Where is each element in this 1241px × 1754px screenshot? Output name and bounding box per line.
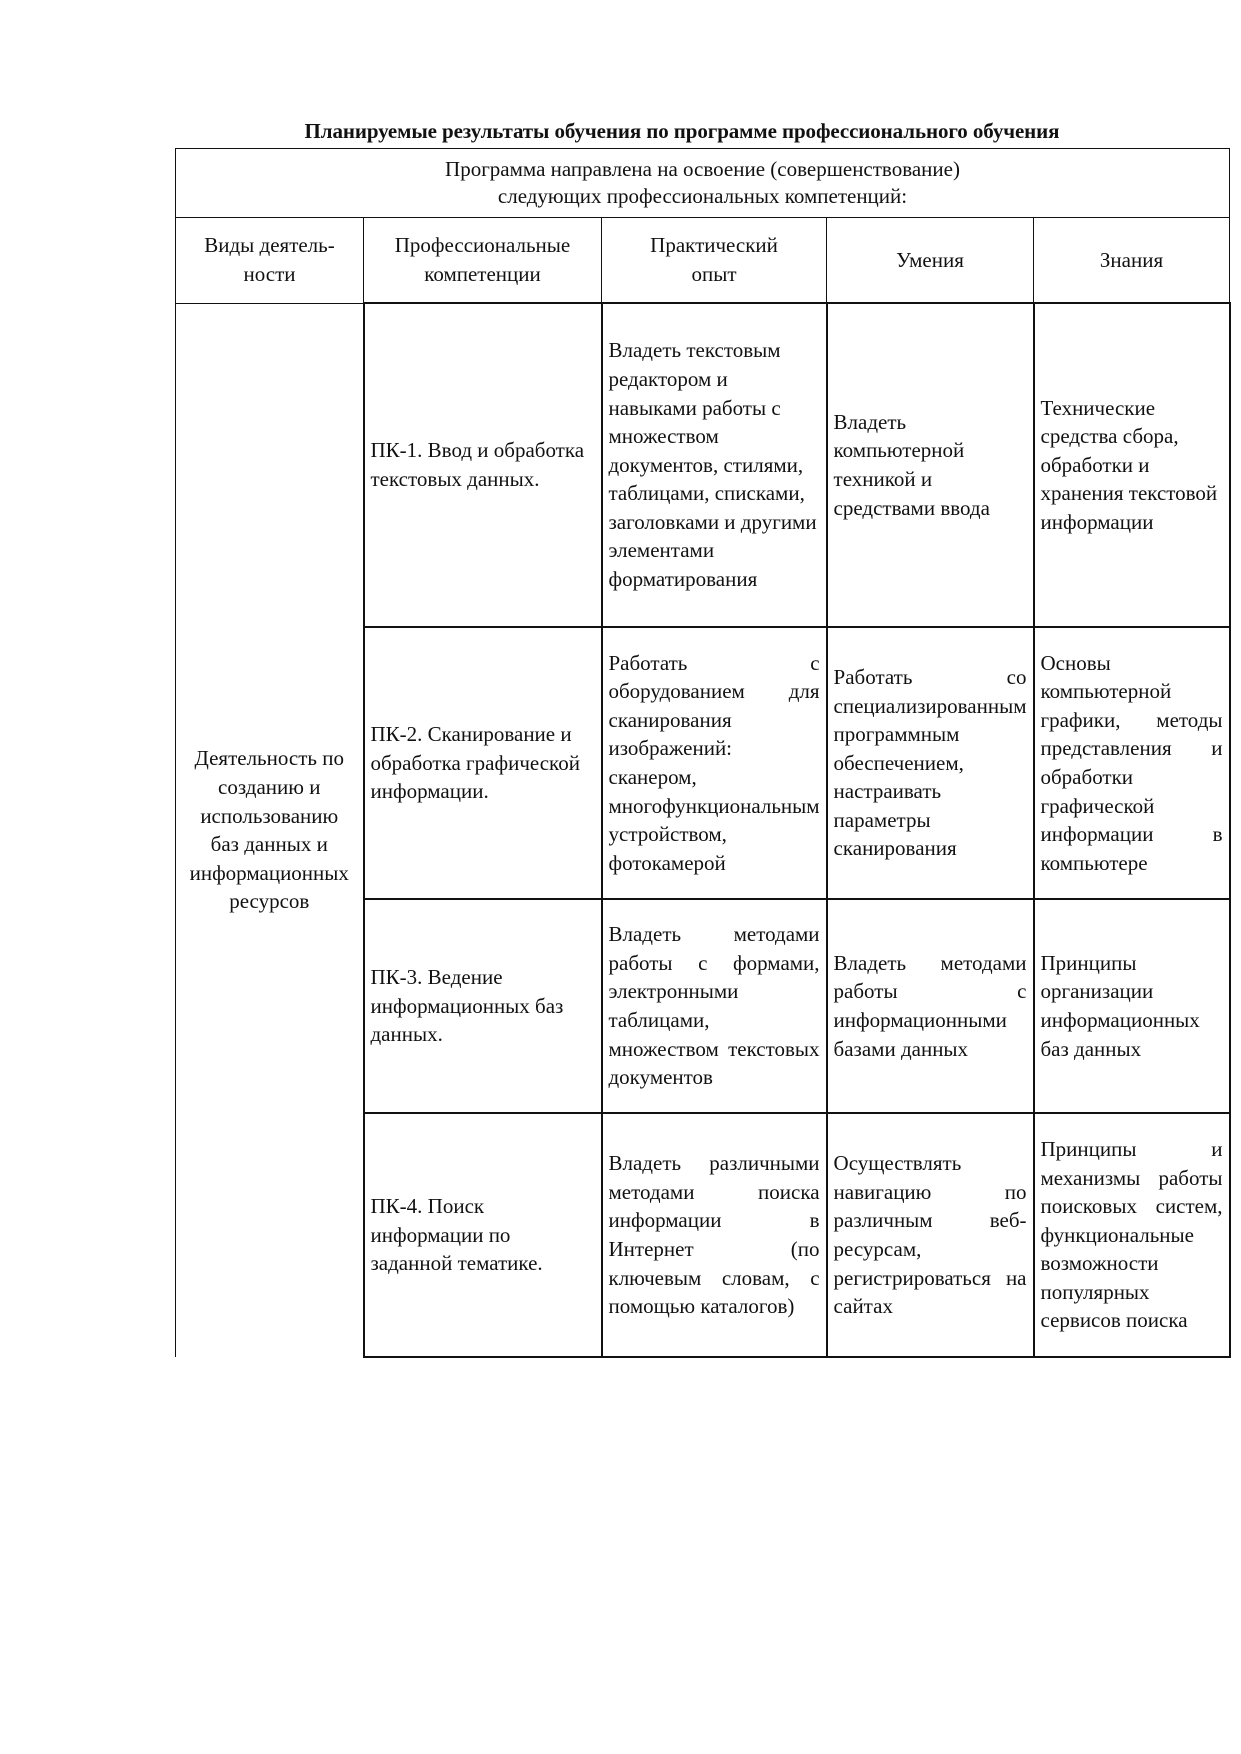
experience-text: Владеть методами работы с формами, электронными таблицами, множеством текстовых документов bbox=[608, 922, 820, 1090]
column-header-competencies-line-1: Профессиональные bbox=[394, 233, 571, 257]
column-header-activity-line-1: Виды деятель- bbox=[204, 233, 335, 258]
competence-text: ПК-3. Ведение информационных баз данных. bbox=[370, 965, 564, 1047]
skills-cell bbox=[827, 627, 1034, 899]
knowledge-cell bbox=[1034, 1113, 1230, 1357]
competence-text: ПК-1. Ввод и обработка текстовых данных. bbox=[370, 438, 585, 491]
competence-cell bbox=[364, 899, 602, 1113]
column-header-knowledge bbox=[1034, 218, 1230, 304]
competence-cell bbox=[364, 1113, 602, 1357]
column-header-experience-line-1: Практический bbox=[650, 233, 778, 257]
program-header-line-2: следующих профессиональных компетенций: bbox=[497, 184, 908, 208]
knowledge-cell bbox=[1034, 303, 1230, 627]
experience-cell bbox=[602, 627, 827, 899]
skills-text: Осуществлять навигацию по различным веб-ресурсам, регистрироваться на сайтах bbox=[833, 1151, 1027, 1319]
knowledge-cell bbox=[1034, 627, 1230, 899]
column-header-activity bbox=[176, 218, 364, 304]
skills-text: Работать со специализированным программным обеспечением, настраивать параметры сканирования bbox=[833, 664, 1027, 861]
competence-text: ПК-2. Сканирование и обработка графической информации. bbox=[370, 722, 580, 804]
column-header-row bbox=[176, 218, 1230, 304]
activity-type-cell bbox=[176, 303, 364, 1357]
skills-text: Владеть методами работы с информационными базами данных bbox=[833, 950, 1027, 1061]
column-header-knowledge-label: Знания bbox=[1099, 247, 1164, 272]
skills-cell bbox=[827, 899, 1034, 1113]
learning-outcomes-table bbox=[175, 148, 1231, 1358]
experience-text: Владеть различными методами поиска информации в Интернет (по ключевым словам, с помощью каталогов) bbox=[608, 1151, 820, 1319]
knowledge-text: Технические средства сбора, обработки и хранения текстовой информации bbox=[1040, 395, 1218, 534]
skills-cell bbox=[827, 1113, 1034, 1357]
column-header-experience bbox=[602, 218, 827, 304]
knowledge-cell bbox=[1034, 899, 1230, 1113]
experience-text: Владеть текстовым редактором и навыками работы с множеством документов, стилями, таблицами, списками, заголовками и другими элементами форматирования bbox=[608, 338, 817, 592]
competence-cell bbox=[364, 627, 602, 899]
competence-text: ПК-4. Поиск информации по заданной тематике. bbox=[370, 1194, 543, 1276]
experience-cell bbox=[602, 303, 827, 627]
column-header-skills bbox=[827, 218, 1034, 304]
knowledge-text: Основы компьютерной графики, методы представления и обработки графической информации в компьютере bbox=[1040, 650, 1223, 875]
program-header-row bbox=[176, 149, 1230, 218]
skills-cell bbox=[827, 303, 1034, 627]
competence-cell bbox=[364, 303, 602, 627]
table-row bbox=[176, 303, 1230, 627]
experience-cell bbox=[602, 899, 827, 1113]
knowledge-text: Принципы и механизмы работы поисковых систем, функциональные возможности популярных сервисов поиска bbox=[1040, 1136, 1223, 1333]
activity-type-text: Деятельность по созданию и использованию баз данных и информационных ресурсов bbox=[189, 746, 349, 914]
column-header-experience-line-2: опыт bbox=[691, 262, 737, 286]
column-header-activity-line-2: ности bbox=[243, 262, 296, 287]
experience-text: Работать с оборудованием для сканирования изображений: сканером, многофункциональным устройством, фотокамерой bbox=[608, 650, 820, 875]
column-header-skills-label: Умения bbox=[896, 247, 964, 272]
knowledge-text: Принципы организации информационных баз данных bbox=[1040, 950, 1200, 1061]
page-title: Планируемые результаты обучения по программе профессионального обучения bbox=[304, 119, 1060, 143]
experience-cell bbox=[602, 1113, 827, 1357]
column-header-competencies bbox=[364, 218, 602, 304]
program-header-line-1: Программа направлена на освоение (совершенствование) bbox=[445, 157, 960, 181]
skills-text: Владеть компьютерной техникой и средствами ввода bbox=[833, 409, 990, 520]
column-header-competencies-line-2: компетенции bbox=[424, 262, 541, 286]
program-header-cell bbox=[176, 149, 1230, 218]
